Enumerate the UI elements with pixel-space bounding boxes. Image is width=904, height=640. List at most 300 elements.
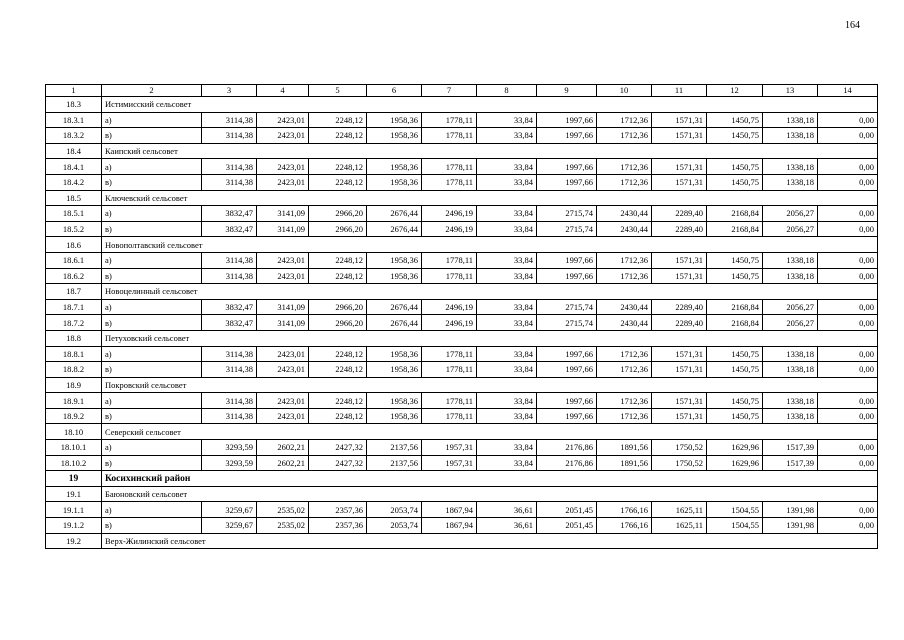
table-row — [46, 362, 878, 378]
table-row — [46, 346, 878, 362]
value-cell: 33,84 — [477, 440, 537, 456]
value-cell: 1712,36 — [597, 252, 652, 268]
value-cell: 1712,36 — [597, 362, 652, 378]
value-cell: 1778,11 — [422, 346, 477, 362]
section-name: Истимисский сельсовет — [102, 97, 878, 113]
district-name: Косихинский район — [102, 471, 878, 487]
column-header: 3 — [202, 85, 257, 97]
value-cell: 1958,36 — [367, 174, 422, 190]
table-row — [46, 112, 878, 128]
value-cell: 2715,74 — [537, 299, 597, 315]
value-cell: 2056,27 — [763, 315, 818, 331]
value-cell: 2176,86 — [537, 455, 597, 471]
row-code: 19.2 — [46, 533, 102, 549]
value-cell: 1778,11 — [422, 408, 477, 424]
column-header: 10 — [597, 85, 652, 97]
row-code: 18.4 — [46, 143, 102, 159]
value-cell: 2715,74 — [537, 221, 597, 237]
value-cell: 2966,20 — [309, 221, 367, 237]
column-header: 11 — [652, 85, 707, 97]
row-code: 18.8.2 — [46, 362, 102, 378]
row-code: 18.7.1 — [46, 299, 102, 315]
value-cell: 33,84 — [477, 221, 537, 237]
value-cell: 2053,74 — [367, 518, 422, 534]
value-cell: 1778,11 — [422, 174, 477, 190]
value-cell: 2423,01 — [257, 174, 309, 190]
column-header: 1 — [46, 85, 102, 97]
value-cell: 2496,19 — [422, 221, 477, 237]
value-cell: 1997,66 — [537, 393, 597, 409]
value-cell: 1712,36 — [597, 268, 652, 284]
value-cell: 1891,56 — [597, 440, 652, 456]
value-cell: 33,84 — [477, 252, 537, 268]
value-cell: 1997,66 — [537, 408, 597, 424]
row-subtype: в) — [102, 221, 202, 237]
table-row — [46, 518, 878, 534]
section-name: Покровский сельсовет — [102, 377, 878, 393]
table-row — [46, 128, 878, 144]
value-cell: 3114,38 — [202, 362, 257, 378]
row-subtype: в) — [102, 455, 202, 471]
value-cell: 2423,01 — [257, 346, 309, 362]
table-header-row — [46, 85, 878, 97]
row-subtype: а) — [102, 502, 202, 518]
value-cell: 1997,66 — [537, 346, 597, 362]
row-code: 19 — [46, 471, 102, 487]
row-code: 18.8 — [46, 330, 102, 346]
value-cell: 3141,09 — [257, 206, 309, 222]
value-cell: 1958,36 — [367, 346, 422, 362]
value-cell: 2168,84 — [707, 299, 763, 315]
table-row — [46, 315, 878, 331]
value-cell: 1750,52 — [652, 440, 707, 456]
value-cell: 2248,12 — [309, 362, 367, 378]
value-cell: 1891,56 — [597, 455, 652, 471]
value-cell: 2423,01 — [257, 128, 309, 144]
value-cell: 1571,31 — [652, 268, 707, 284]
value-cell: 1778,11 — [422, 362, 477, 378]
value-cell: 1450,75 — [707, 112, 763, 128]
table-row — [46, 502, 878, 518]
row-code: 18.5 — [46, 190, 102, 206]
value-cell: 0,00 — [818, 299, 878, 315]
row-subtype: а) — [102, 299, 202, 315]
value-cell: 1712,36 — [597, 159, 652, 175]
row-code: 18.9.2 — [46, 408, 102, 424]
value-cell: 1338,18 — [763, 362, 818, 378]
value-cell: 2051,45 — [537, 502, 597, 518]
value-cell: 33,84 — [477, 174, 537, 190]
row-code: 18.3.1 — [46, 112, 102, 128]
value-cell: 2430,44 — [597, 206, 652, 222]
value-cell: 1958,36 — [367, 252, 422, 268]
value-cell: 2423,01 — [257, 362, 309, 378]
column-header: 12 — [707, 85, 763, 97]
value-cell: 1766,16 — [597, 518, 652, 534]
value-cell: 2248,12 — [309, 268, 367, 284]
value-cell: 1571,31 — [652, 393, 707, 409]
value-cell: 1778,11 — [422, 393, 477, 409]
row-code: 18.6.2 — [46, 268, 102, 284]
table-row — [46, 408, 878, 424]
value-cell: 1997,66 — [537, 174, 597, 190]
value-cell: 1778,11 — [422, 159, 477, 175]
value-cell: 1450,75 — [707, 128, 763, 144]
value-cell: 2715,74 — [537, 206, 597, 222]
section-name: Ключевский сельсовет — [102, 190, 878, 206]
value-cell: 1517,39 — [763, 455, 818, 471]
value-cell: 2423,01 — [257, 393, 309, 409]
section-name: Северский сельсовет — [102, 424, 878, 440]
row-code: 18.8.1 — [46, 346, 102, 362]
value-cell: 2427,32 — [309, 440, 367, 456]
value-cell: 3114,38 — [202, 393, 257, 409]
page-number: 164 — [845, 20, 860, 31]
value-cell: 2357,36 — [309, 518, 367, 534]
value-cell: 3114,38 — [202, 252, 257, 268]
value-cell: 1957,31 — [422, 455, 477, 471]
row-code: 18.9 — [46, 377, 102, 393]
value-cell: 1629,96 — [707, 440, 763, 456]
table-row — [46, 252, 878, 268]
value-cell: 1571,31 — [652, 112, 707, 128]
value-cell: 1625,11 — [652, 518, 707, 534]
value-cell: 2051,45 — [537, 518, 597, 534]
value-cell: 2289,40 — [652, 315, 707, 331]
value-cell: 1958,36 — [367, 112, 422, 128]
row-subtype: а) — [102, 159, 202, 175]
table-row — [46, 221, 878, 237]
value-cell: 1338,18 — [763, 174, 818, 190]
value-cell: 2056,27 — [763, 206, 818, 222]
value-cell: 2289,40 — [652, 299, 707, 315]
value-cell: 33,84 — [477, 299, 537, 315]
table-row — [46, 174, 878, 190]
value-cell: 0,00 — [818, 502, 878, 518]
section-name: Петуховский сельсовет — [102, 330, 878, 346]
value-cell: 1571,31 — [652, 362, 707, 378]
value-cell: 1338,18 — [763, 268, 818, 284]
value-cell: 36,61 — [477, 518, 537, 534]
value-cell: 2676,44 — [367, 315, 422, 331]
value-cell: 3293,59 — [202, 440, 257, 456]
value-cell: 2168,84 — [707, 221, 763, 237]
value-cell: 2137,56 — [367, 455, 422, 471]
value-cell: 2168,84 — [707, 206, 763, 222]
row-code: 18.6.1 — [46, 252, 102, 268]
value-cell: 2676,44 — [367, 299, 422, 315]
row-subtype: в) — [102, 268, 202, 284]
value-cell: 33,84 — [477, 315, 537, 331]
value-cell: 2427,32 — [309, 455, 367, 471]
column-header: 9 — [537, 85, 597, 97]
value-cell: 3293,59 — [202, 455, 257, 471]
table-row — [46, 393, 878, 409]
column-header: 8 — [477, 85, 537, 97]
value-cell: 1571,31 — [652, 408, 707, 424]
section-row — [46, 377, 878, 393]
value-cell: 3114,38 — [202, 408, 257, 424]
value-cell: 2430,44 — [597, 221, 652, 237]
value-cell: 33,84 — [477, 112, 537, 128]
table-row — [46, 455, 878, 471]
value-cell: 2248,12 — [309, 128, 367, 144]
value-cell: 1571,31 — [652, 346, 707, 362]
value-cell: 1997,66 — [537, 252, 597, 268]
section-row — [46, 424, 878, 440]
value-cell: 1712,36 — [597, 346, 652, 362]
column-header: 14 — [818, 85, 878, 97]
row-code: 19.1 — [46, 486, 102, 502]
row-code: 18.5.1 — [46, 206, 102, 222]
section-row — [46, 237, 878, 253]
value-cell: 0,00 — [818, 112, 878, 128]
value-cell: 0,00 — [818, 393, 878, 409]
row-subtype: в) — [102, 518, 202, 534]
column-header: 13 — [763, 85, 818, 97]
value-cell: 1867,94 — [422, 502, 477, 518]
value-cell: 2289,40 — [652, 206, 707, 222]
value-cell: 1571,31 — [652, 174, 707, 190]
value-cell: 2423,01 — [257, 268, 309, 284]
value-cell: 1517,39 — [763, 440, 818, 456]
value-cell: 36,61 — [477, 502, 537, 518]
value-cell: 0,00 — [818, 268, 878, 284]
row-code: 18.9.1 — [46, 393, 102, 409]
section-row — [46, 190, 878, 206]
value-cell: 33,84 — [477, 408, 537, 424]
value-cell: 2053,74 — [367, 502, 422, 518]
value-cell: 1712,36 — [597, 393, 652, 409]
value-cell: 2430,44 — [597, 315, 652, 331]
value-cell: 2496,19 — [422, 299, 477, 315]
row-code: 19.1.2 — [46, 518, 102, 534]
value-cell: 2248,12 — [309, 393, 367, 409]
value-cell: 2357,36 — [309, 502, 367, 518]
value-cell: 1391,98 — [763, 502, 818, 518]
value-cell: 2676,44 — [367, 221, 422, 237]
value-cell: 3114,38 — [202, 128, 257, 144]
row-code: 18.10 — [46, 424, 102, 440]
value-cell: 2602,21 — [257, 455, 309, 471]
section-row — [46, 533, 878, 549]
column-header: 4 — [257, 85, 309, 97]
row-subtype: а) — [102, 393, 202, 409]
value-cell: 2176,86 — [537, 440, 597, 456]
value-cell: 1958,36 — [367, 128, 422, 144]
value-cell: 1504,55 — [707, 502, 763, 518]
section-name: Новоцелинный сельсовет — [102, 284, 878, 300]
value-cell: 0,00 — [818, 455, 878, 471]
value-cell: 1958,36 — [367, 159, 422, 175]
value-cell: 1450,75 — [707, 252, 763, 268]
value-cell: 3114,38 — [202, 268, 257, 284]
column-header: 6 — [367, 85, 422, 97]
table-row — [46, 206, 878, 222]
value-cell: 2056,27 — [763, 299, 818, 315]
value-cell: 1338,18 — [763, 393, 818, 409]
column-header: 5 — [309, 85, 367, 97]
value-cell: 1712,36 — [597, 408, 652, 424]
value-cell: 2496,19 — [422, 206, 477, 222]
value-cell: 3832,47 — [202, 221, 257, 237]
value-cell: 3259,67 — [202, 502, 257, 518]
value-cell: 2248,12 — [309, 159, 367, 175]
row-code: 18.4.1 — [46, 159, 102, 175]
value-cell: 1867,94 — [422, 518, 477, 534]
row-code: 18.10.2 — [46, 455, 102, 471]
value-cell: 2423,01 — [257, 408, 309, 424]
value-cell: 33,84 — [477, 268, 537, 284]
value-cell: 1778,11 — [422, 252, 477, 268]
value-cell: 0,00 — [818, 252, 878, 268]
row-subtype: в) — [102, 362, 202, 378]
value-cell: 2423,01 — [257, 112, 309, 128]
value-cell: 33,84 — [477, 362, 537, 378]
value-cell: 2168,84 — [707, 315, 763, 331]
value-cell: 1338,18 — [763, 408, 818, 424]
value-cell: 0,00 — [818, 362, 878, 378]
section-row — [46, 486, 878, 502]
value-cell: 3114,38 — [202, 112, 257, 128]
value-cell: 2248,12 — [309, 112, 367, 128]
value-cell: 2248,12 — [309, 252, 367, 268]
row-subtype: в) — [102, 128, 202, 144]
row-subtype: в) — [102, 408, 202, 424]
row-subtype: в) — [102, 315, 202, 331]
value-cell: 1338,18 — [763, 128, 818, 144]
row-subtype: а) — [102, 112, 202, 128]
value-cell: 0,00 — [818, 159, 878, 175]
value-cell: 3141,09 — [257, 299, 309, 315]
value-cell: 0,00 — [818, 518, 878, 534]
value-cell: 33,84 — [477, 346, 537, 362]
value-cell: 1338,18 — [763, 346, 818, 362]
value-cell: 33,84 — [477, 128, 537, 144]
value-cell: 3114,38 — [202, 174, 257, 190]
value-cell: 1450,75 — [707, 393, 763, 409]
value-cell: 33,84 — [477, 393, 537, 409]
value-cell: 1571,31 — [652, 252, 707, 268]
value-cell: 3832,47 — [202, 299, 257, 315]
row-code: 18.3 — [46, 97, 102, 113]
value-cell: 3832,47 — [202, 315, 257, 331]
value-cell: 0,00 — [818, 221, 878, 237]
row-subtype: а) — [102, 346, 202, 362]
value-cell: 1450,75 — [707, 346, 763, 362]
value-cell: 2602,21 — [257, 440, 309, 456]
value-cell: 2423,01 — [257, 159, 309, 175]
section-row — [46, 284, 878, 300]
value-cell: 1391,98 — [763, 518, 818, 534]
value-cell: 1712,36 — [597, 112, 652, 128]
value-cell: 1958,36 — [367, 393, 422, 409]
value-cell: 3141,09 — [257, 221, 309, 237]
value-cell: 1750,52 — [652, 455, 707, 471]
value-cell: 2248,12 — [309, 408, 367, 424]
value-cell: 1450,75 — [707, 159, 763, 175]
row-code: 18.10.1 — [46, 440, 102, 456]
value-cell: 1957,31 — [422, 440, 477, 456]
column-header: 7 — [422, 85, 477, 97]
value-cell: 2676,44 — [367, 206, 422, 222]
value-cell: 1571,31 — [652, 128, 707, 144]
value-cell: 0,00 — [818, 315, 878, 331]
table-row — [46, 299, 878, 315]
value-cell: 3114,38 — [202, 346, 257, 362]
row-code: 18.4.2 — [46, 174, 102, 190]
value-cell: 1766,16 — [597, 502, 652, 518]
data-table — [45, 84, 878, 549]
value-cell: 1450,75 — [707, 174, 763, 190]
value-cell: 2137,56 — [367, 440, 422, 456]
row-code: 18.6 — [46, 237, 102, 253]
row-code: 18.5.2 — [46, 221, 102, 237]
value-cell: 3141,09 — [257, 315, 309, 331]
value-cell: 1338,18 — [763, 252, 818, 268]
value-cell: 1629,96 — [707, 455, 763, 471]
value-cell: 1958,36 — [367, 268, 422, 284]
value-cell: 2496,19 — [422, 315, 477, 331]
table-body — [46, 85, 878, 549]
section-row — [46, 97, 878, 113]
section-name: Верх-Жилинский сельсовет — [102, 533, 878, 549]
value-cell: 1778,11 — [422, 268, 477, 284]
value-cell: 1958,36 — [367, 362, 422, 378]
value-cell: 1778,11 — [422, 128, 477, 144]
value-cell: 0,00 — [818, 174, 878, 190]
value-cell: 1504,55 — [707, 518, 763, 534]
value-cell: 1997,66 — [537, 128, 597, 144]
section-name: Каипский сельсовет — [102, 143, 878, 159]
value-cell: 2966,20 — [309, 206, 367, 222]
table-row — [46, 440, 878, 456]
value-cell: 2430,44 — [597, 299, 652, 315]
value-cell: 1338,18 — [763, 112, 818, 128]
value-cell: 33,84 — [477, 206, 537, 222]
value-cell: 1958,36 — [367, 408, 422, 424]
value-cell: 1778,11 — [422, 112, 477, 128]
row-code: 18.7 — [46, 284, 102, 300]
value-cell: 1997,66 — [537, 159, 597, 175]
value-cell: 1571,31 — [652, 159, 707, 175]
row-subtype: а) — [102, 206, 202, 222]
section-name: Баюновский сельсовет — [102, 486, 878, 502]
value-cell: 1450,75 — [707, 362, 763, 378]
value-cell: 1625,11 — [652, 502, 707, 518]
value-cell: 2535,02 — [257, 502, 309, 518]
row-subtype: а) — [102, 440, 202, 456]
value-cell: 2715,74 — [537, 315, 597, 331]
value-cell: 0,00 — [818, 128, 878, 144]
value-cell: 2056,27 — [763, 221, 818, 237]
value-cell: 33,84 — [477, 159, 537, 175]
value-cell: 1450,75 — [707, 408, 763, 424]
district-row — [46, 471, 878, 487]
value-cell: 2248,12 — [309, 174, 367, 190]
table-row — [46, 268, 878, 284]
table-row — [46, 159, 878, 175]
value-cell: 1450,75 — [707, 268, 763, 284]
column-header: 2 — [102, 85, 202, 97]
value-cell: 0,00 — [818, 440, 878, 456]
value-cell: 1338,18 — [763, 159, 818, 175]
value-cell: 1997,66 — [537, 112, 597, 128]
value-cell: 1997,66 — [537, 268, 597, 284]
value-cell: 0,00 — [818, 206, 878, 222]
value-cell: 0,00 — [818, 346, 878, 362]
value-cell: 33,84 — [477, 455, 537, 471]
